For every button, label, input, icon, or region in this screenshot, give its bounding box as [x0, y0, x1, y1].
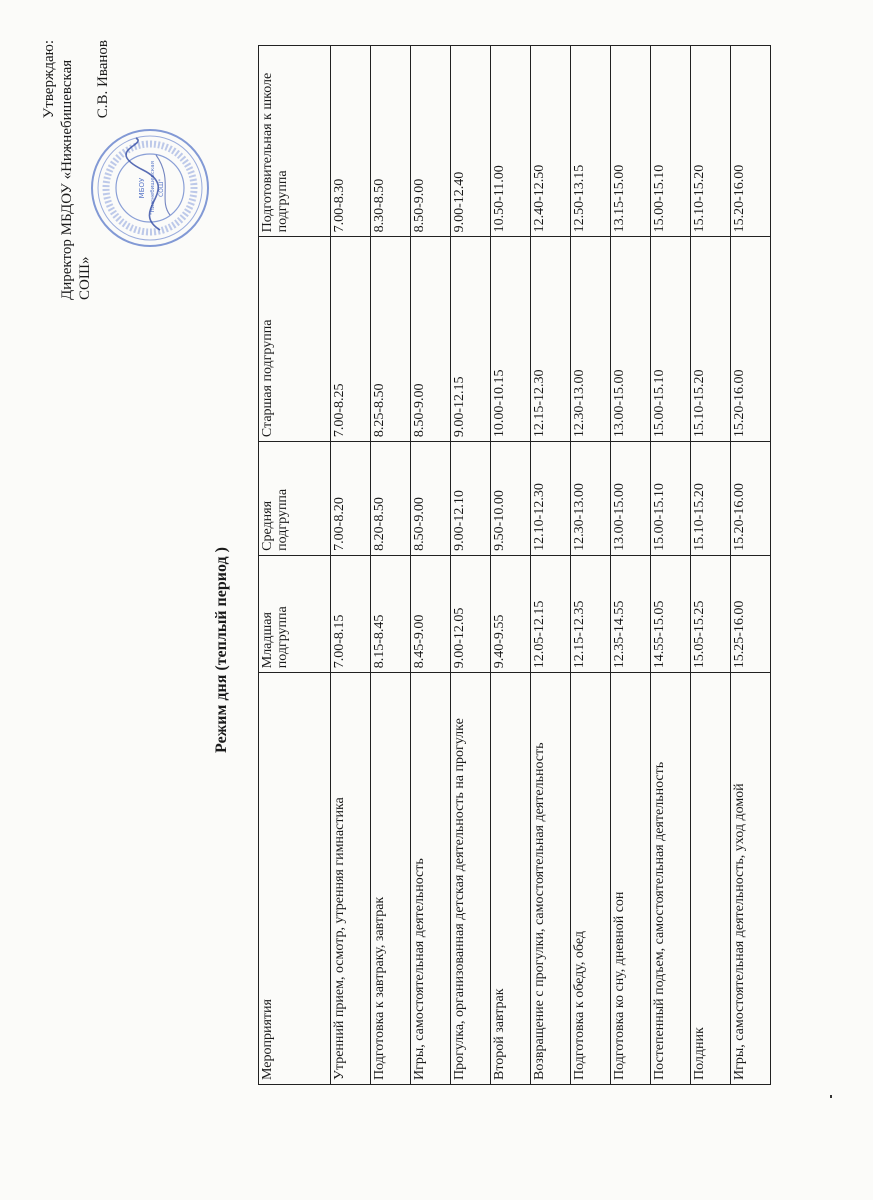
cell-prep: 15.10-15.20 — [691, 46, 731, 237]
cell-prep: 15.00-15.10 — [651, 46, 691, 237]
cell-activity: Подготовка ко сну, дневной сон — [611, 673, 651, 1085]
cell-junior: 12.15-12.35 — [571, 555, 611, 672]
cell-activity: Подготовка к завтраку, завтрак — [371, 673, 411, 1085]
cell-junior: 15.25-16.00 — [731, 555, 771, 672]
cell-senior: 13.00-15.00 — [611, 237, 651, 442]
cell-senior: 10.00-10.15 — [491, 237, 531, 442]
cell-middle: 15.20-16.00 — [731, 442, 771, 556]
table-row — [331, 46, 371, 1085]
cell-activity: Возвращение с прогулки, самостоятельная деятельность — [531, 673, 571, 1085]
header-middle: Средняя подгруппа — [259, 442, 331, 556]
cell-junior: 8.15-8.45 — [371, 555, 411, 672]
table-row — [411, 46, 451, 1085]
svg-text:"Нижнебишевская: "Нижнебишевская — [150, 161, 156, 215]
cell-activity: Постепенный подъем, самостоятельная деятельность — [651, 673, 691, 1085]
table-row — [371, 46, 411, 1085]
cell-junior: 12.35-14.55 — [611, 555, 651, 672]
header-junior: Младшая подгруппа — [259, 555, 331, 672]
table-row — [651, 46, 691, 1085]
cell-activity: Прогулка, организованная детская деятельность на прогулке — [451, 673, 491, 1085]
cell-activity: Полдник — [691, 673, 731, 1085]
cell-prep: 8.50-9.00 — [411, 46, 451, 237]
cell-middle: 12.10-12.30 — [531, 442, 571, 556]
cell-junior: 8.45-9.00 — [411, 555, 451, 672]
cell-junior: 9.40-9.55 — [491, 555, 531, 672]
table-row — [491, 46, 531, 1085]
scan-mark — [830, 1095, 832, 1098]
approval-line-1: Утверждаю: — [41, 40, 57, 119]
table-header-row — [259, 46, 331, 1085]
table-row — [571, 46, 611, 1085]
cell-senior: 12.15-12.30 — [531, 237, 571, 442]
cell-junior: 9.00-12.05 — [451, 555, 491, 672]
table-row — [731, 46, 771, 1085]
cell-junior: 15.05-15.25 — [691, 555, 731, 672]
cell-junior: 14.55-15.05 — [651, 555, 691, 672]
cell-prep: 8.30-8.50 — [371, 46, 411, 237]
approval-line-3: С.В. Иванов — [95, 40, 111, 119]
cell-activity: Утренний прием, осмотр, утренняя гимнастика — [331, 673, 371, 1085]
cell-middle: 15.10-15.20 — [691, 442, 731, 556]
cell-prep: 12.40-12.50 — [531, 46, 571, 237]
cell-senior: 12.30-13.00 — [571, 237, 611, 442]
cell-prep: 9.00-12.40 — [451, 46, 491, 237]
cell-junior: 12.05-12.15 — [531, 555, 571, 672]
cell-senior: 7.00-8.25 — [331, 237, 371, 442]
cell-activity: Подготовка к обеду, обед — [571, 673, 611, 1085]
cell-middle: 12.30-13.00 — [571, 442, 611, 556]
cell-junior: 7.00-8.15 — [331, 555, 371, 672]
header-activities: Мероприятия — [259, 673, 331, 1085]
table-row — [451, 46, 491, 1085]
cell-senior: 15.00-15.10 — [651, 237, 691, 442]
cell-prep: 15.20-16.00 — [731, 46, 771, 237]
cell-middle: 13.00-15.00 — [611, 442, 651, 556]
cell-senior: 15.10-15.20 — [691, 237, 731, 442]
cell-activity: Игры, самостоятельная деятельность, уход домой — [731, 673, 771, 1085]
cell-activity: Второй завтрак — [491, 673, 531, 1085]
cell-middle: 9.00-12.10 — [451, 442, 491, 556]
cell-prep: 10.50-11.00 — [491, 46, 531, 237]
schedule-table — [258, 45, 771, 1085]
cell-senior: 15.20-16.00 — [731, 237, 771, 442]
cell-senior: 8.50-9.00 — [411, 237, 451, 442]
approval-line-2: Директор МБДОУ «Нижнебишевская СОШ» — [59, 59, 93, 300]
table-row — [691, 46, 731, 1085]
cell-prep: 12.50-13.15 — [571, 46, 611, 237]
header-prep: Подготовительная к школе подгруппа — [259, 46, 331, 237]
svg-text:МБОУ: МБОУ — [138, 177, 146, 199]
cell-activity: Игры, самостоятельная деятельность — [411, 673, 451, 1085]
cell-prep: 7.00-8.30 — [331, 46, 371, 237]
page-title: Режим дня (теплый период ) — [213, 547, 230, 753]
cell-middle: 9.50-10.00 — [491, 442, 531, 556]
cell-middle: 7.00-8.20 — [331, 442, 371, 556]
table-row — [611, 46, 651, 1085]
cell-middle: 8.20-8.50 — [371, 442, 411, 556]
cell-middle: 8.50-9.00 — [411, 442, 451, 556]
cell-prep: 13.15-15.00 — [611, 46, 651, 237]
header-senior: Старшая подгруппа — [259, 237, 331, 442]
svg-text:СОШ": СОШ" — [158, 178, 165, 198]
cell-middle: 15.00-15.10 — [651, 442, 691, 556]
official-stamp — [88, 126, 212, 250]
cell-senior: 9.00-12.15 — [451, 237, 491, 442]
cell-senior: 8.25-8.50 — [371, 237, 411, 442]
table-row — [531, 46, 571, 1085]
